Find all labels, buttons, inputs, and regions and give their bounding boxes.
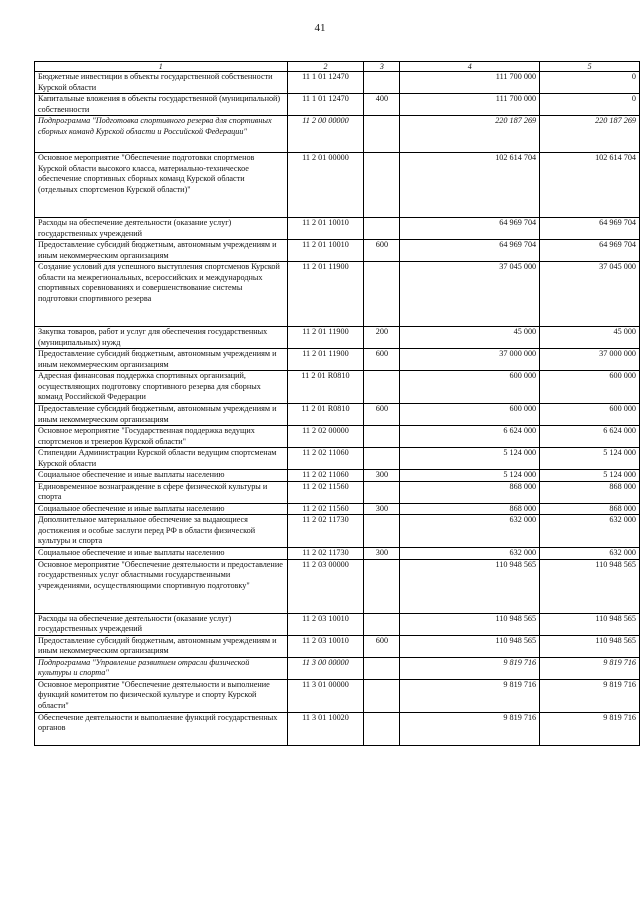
- row-name: Расходы на обеспечение деятельности (оказание услуг) государственных учреждений: [35, 613, 288, 635]
- table-row: [35, 153, 640, 218]
- exec-amount: 5 124 000: [540, 470, 640, 482]
- plan-amount: 110 948 565: [400, 613, 540, 635]
- row-name: Единовременное вознаграждение в сфере физической культуры и спорта: [35, 481, 288, 503]
- exec-amount: 37 045 000: [540, 262, 640, 327]
- row-name: Обеспечение деятельности и выполнение функций государственных органов: [35, 712, 288, 745]
- table-row: [35, 218, 640, 240]
- plan-amount: 110 948 565: [400, 635, 540, 657]
- code-cell: 11 2 00 00000: [287, 116, 364, 153]
- plan-amount: 9 819 716: [400, 657, 540, 679]
- row-name: Подпрограмма "Подготовка спортивного резерва для спортивных сборных команд Курской области и Российской Федерации": [35, 116, 288, 153]
- table-row: [35, 613, 640, 635]
- exec-amount: 45 000: [540, 327, 640, 349]
- plan-amount: 102 614 704: [400, 153, 540, 218]
- row-name: Подпрограмма "Управление развитием отрасли физической культуры и спорта": [35, 657, 288, 679]
- kind-cell: [364, 218, 400, 240]
- code-cell: 11 3 01 10020: [287, 712, 364, 745]
- row-name: Основное мероприятие "Государственная поддержка ведущих спортсменов и тренеров Курской области": [35, 426, 288, 448]
- kind-cell: 300: [364, 470, 400, 482]
- exec-amount: 632 000: [540, 515, 640, 548]
- table-row: [35, 635, 640, 657]
- kind-cell: [364, 153, 400, 218]
- plan-amount: 868 000: [400, 503, 540, 515]
- kind-cell: [364, 262, 400, 327]
- exec-amount: 0: [540, 72, 640, 94]
- kind-cell: 400: [364, 94, 400, 116]
- code-cell: 11 1 01 12470: [287, 94, 364, 116]
- plan-amount: 5 124 000: [400, 448, 540, 470]
- exec-amount: 9 819 716: [540, 679, 640, 712]
- page-number: 41: [314, 22, 326, 34]
- kind-cell: [364, 559, 400, 613]
- code-cell: 11 2 02 11060: [287, 470, 364, 482]
- column-header: 2: [287, 62, 364, 72]
- plan-amount: 64 969 704: [400, 218, 540, 240]
- exec-amount: 110 948 565: [540, 559, 640, 613]
- row-name: Основное мероприятие "Обеспечение подготовки спортменов Курской области высокого класса, материально-техническое обеспечение спортивных сборных команд Курской области (отдельных спортсменов Курской области)": [35, 153, 288, 218]
- row-name: Социальное обеспечение и иные выплаты населению: [35, 470, 288, 482]
- plan-amount: 9 819 716: [400, 712, 540, 745]
- plan-amount: 632 000: [400, 515, 540, 548]
- kind-cell: [364, 72, 400, 94]
- kind-cell: [364, 679, 400, 712]
- code-cell: 11 2 01 10010: [287, 218, 364, 240]
- kind-cell: 600: [364, 240, 400, 262]
- kind-cell: [364, 481, 400, 503]
- plan-amount: 9 819 716: [400, 679, 540, 712]
- kind-cell: [364, 371, 400, 404]
- table-row: [35, 94, 640, 116]
- row-name: Расходы на обеспечение деятельности (оказание услуг) государственных учреждений: [35, 218, 288, 240]
- code-cell: 11 3 00 00000: [287, 657, 364, 679]
- kind-cell: [364, 448, 400, 470]
- exec-amount: 868 000: [540, 503, 640, 515]
- exec-amount: 64 969 704: [540, 240, 640, 262]
- plan-amount: 37 000 000: [400, 349, 540, 371]
- row-name: Закупка товаров, работ и услуг для обеспечения государственных (муниципальных) нужд: [35, 327, 288, 349]
- exec-amount: 37 000 000: [540, 349, 640, 371]
- table-row: [35, 657, 640, 679]
- code-cell: 11 2 02 00000: [287, 426, 364, 448]
- kind-cell: [364, 657, 400, 679]
- row-name: Капитальные вложения в объекты государственной (муниципальной) собственности: [35, 94, 288, 116]
- table-row: [35, 470, 640, 482]
- table-row: [35, 548, 640, 560]
- exec-amount: 9 819 716: [540, 657, 640, 679]
- plan-amount: 45 000: [400, 327, 540, 349]
- code-cell: 11 2 02 11060: [287, 448, 364, 470]
- row-name: Стипендии Администрации Курской области ведущим спортсменам Курской области: [35, 448, 288, 470]
- table-row: [35, 515, 640, 548]
- kind-cell: [364, 712, 400, 745]
- code-cell: 11 3 01 00000: [287, 679, 364, 712]
- exec-amount: 102 614 704: [540, 153, 640, 218]
- column-header: 1: [35, 62, 288, 72]
- table-row: [35, 240, 640, 262]
- exec-amount: 220 187 269: [540, 116, 640, 153]
- exec-amount: 632 000: [540, 548, 640, 560]
- code-cell: 11 2 02 11560: [287, 503, 364, 515]
- kind-cell: [364, 515, 400, 548]
- table-row: [35, 116, 640, 153]
- table-row: [35, 712, 640, 745]
- code-cell: 11 1 01 12470: [287, 72, 364, 94]
- kind-cell: [364, 116, 400, 153]
- row-name: Социальное обеспечение и иные выплаты населению: [35, 503, 288, 515]
- exec-amount: 9 819 716: [540, 712, 640, 745]
- table-row: [35, 679, 640, 712]
- table-row: [35, 559, 640, 613]
- table-header-row: [35, 62, 640, 72]
- plan-amount: 632 000: [400, 548, 540, 560]
- plan-amount: 868 000: [400, 481, 540, 503]
- table-row: [35, 349, 640, 371]
- plan-amount: 5 124 000: [400, 470, 540, 482]
- table-row: [35, 72, 640, 94]
- plan-amount: 111 700 000: [400, 94, 540, 116]
- kind-cell: 600: [364, 635, 400, 657]
- table-row: [35, 327, 640, 349]
- kind-cell: 300: [364, 548, 400, 560]
- exec-amount: 868 000: [540, 481, 640, 503]
- row-name: Создание условий для успешного выступления спортсменов Курской области на межрегиональных, всероссийских и международных спортивных соревнованиях и совершенствование системы подготовки спортивного резерва: [35, 262, 288, 327]
- plan-amount: 220 187 269: [400, 116, 540, 153]
- kind-cell: [364, 426, 400, 448]
- row-name: Адресная финансовая поддержка спортивных организаций, осуществляющих подготовку спортивного резерва для сборных команд Российской Федерации: [35, 371, 288, 404]
- code-cell: 11 2 01 11900: [287, 349, 364, 371]
- row-name: Предоставление субсидий бюджетным, автономным учреждениям и иным некоммерческим организациям: [35, 404, 288, 426]
- kind-cell: 300: [364, 503, 400, 515]
- plan-amount: 600 000: [400, 371, 540, 404]
- plan-amount: 37 045 000: [400, 262, 540, 327]
- code-cell: 11 2 01 R0810: [287, 371, 364, 404]
- exec-amount: 600 000: [540, 404, 640, 426]
- budget-table: [34, 61, 640, 746]
- plan-amount: 111 700 000: [400, 72, 540, 94]
- code-cell: 11 2 03 00000: [287, 559, 364, 613]
- table-row: [35, 404, 640, 426]
- exec-amount: 110 948 565: [540, 613, 640, 635]
- exec-amount: 600 000: [540, 371, 640, 404]
- column-header: 4: [400, 62, 540, 72]
- kind-cell: [364, 613, 400, 635]
- code-cell: 11 2 02 11560: [287, 481, 364, 503]
- code-cell: 11 2 03 10010: [287, 613, 364, 635]
- code-cell: 11 2 01 00000: [287, 153, 364, 218]
- exec-amount: 6 624 000: [540, 426, 640, 448]
- exec-amount: 5 124 000: [540, 448, 640, 470]
- exec-amount: 0: [540, 94, 640, 116]
- plan-amount: 6 624 000: [400, 426, 540, 448]
- code-cell: 11 2 01 10010: [287, 240, 364, 262]
- row-name: Предоставление субсидий бюджетным, автономным учреждениям и иным некоммерческим организациям: [35, 349, 288, 371]
- table-row: [35, 426, 640, 448]
- exec-amount: 64 969 704: [540, 218, 640, 240]
- code-cell: 11 2 01 11900: [287, 327, 364, 349]
- code-cell: 11 2 01 11900: [287, 262, 364, 327]
- row-name: Дополнительное материальное обеспечение за выдающиеся достижения и особые заслуги перед РФ в области физической культуры и спорта: [35, 515, 288, 548]
- code-cell: 11 2 01 R0810: [287, 404, 364, 426]
- row-name: Бюджетные инвестиции в объекты государственной собственности Курской области: [35, 72, 288, 94]
- plan-amount: 600 000: [400, 404, 540, 426]
- row-name: Социальное обеспечение и иные выплаты населению: [35, 548, 288, 560]
- column-header: 5: [540, 62, 640, 72]
- row-name: Предоставление субсидий бюджетным, автономным учреждениям и иным некоммерческим организациям: [35, 240, 288, 262]
- table-row: [35, 448, 640, 470]
- plan-amount: 110 948 565: [400, 559, 540, 613]
- code-cell: 11 2 02 11730: [287, 515, 364, 548]
- table-row: [35, 262, 640, 327]
- kind-cell: 600: [364, 404, 400, 426]
- code-cell: 11 2 03 10010: [287, 635, 364, 657]
- code-cell: 11 2 02 11730: [287, 548, 364, 560]
- column-header: 3: [364, 62, 400, 72]
- table-row: [35, 371, 640, 404]
- plan-amount: 64 969 704: [400, 240, 540, 262]
- table-row: [35, 503, 640, 515]
- row-name: Основное мероприятие "Обеспечение деятельности и предоставление государственных услуг областными государственными учреждениями, осуществляющими спортивную подготовку": [35, 559, 288, 613]
- kind-cell: 600: [364, 349, 400, 371]
- table-row: [35, 481, 640, 503]
- row-name: Основное мероприятие "Обеспечение деятельности и выполнение функций комитетом по физической культуре и спорту Курской области": [35, 679, 288, 712]
- kind-cell: 200: [364, 327, 400, 349]
- exec-amount: 110 948 565: [540, 635, 640, 657]
- row-name: Предоставление субсидий бюджетным, автономным учреждениям и иным некоммерческим организациям: [35, 635, 288, 657]
